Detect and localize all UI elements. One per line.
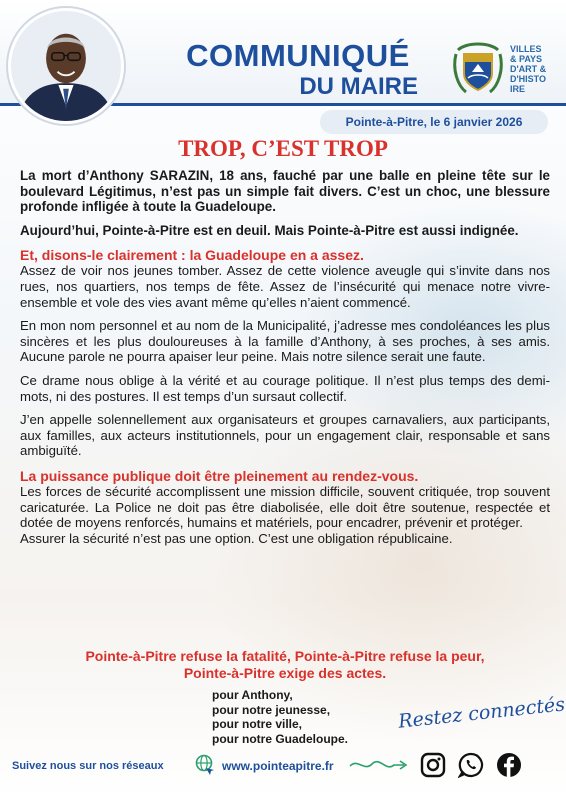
page-subtitle: DU MAIRE: [299, 73, 418, 100]
headline: TROP, C’EST TROP: [178, 136, 388, 161]
communique-body: [20, 168, 550, 546]
mayor-portrait: [8, 8, 124, 124]
body-paragraph: En mon nom personnel et au nom de la Municipalité, j’adresse mes condoléances les plus sincères et les plus douloureuses à la famille d’Anthony, à ses proches, à ses amis. Aucune parole ne pourra apaiser leur peine. Mais notre silence serait une faute.: [20, 318, 550, 365]
section-heading: La puissance publique doit être pleinement au rendez-vous.: [20, 467, 419, 484]
label-line: IRE: [510, 84, 526, 94]
closing-line: Pointe-à-Pitre refuse la fatalité, Pointe-à-Pitre refuse la peur,: [85, 648, 485, 664]
dedication-line: pour notre jeunesse,: [212, 702, 331, 717]
section-heading: Et, disons-le clairement : la Guadeloupe en a assez.: [20, 247, 364, 264]
decorative-arrow-icon: [348, 756, 408, 774]
label-line: VILLES: [510, 44, 542, 54]
globe-icon: [194, 754, 214, 776]
body-paragraph: Les forces de sécurité accomplissent une mission difficile, souvent critiquée, trop souvent caricaturée. La Police ne doit pas être diabolisée, elle doit être soutenue, respectée et dotée de moyens renforcés, humains et matériels, pour encadrer, prévenir et protéger.: [20, 483, 550, 531]
dedication-line: pour notre Guadeloupe.: [212, 731, 349, 746]
footer: [0, 748, 566, 788]
art-history-label: [510, 44, 566, 94]
instagram-icon[interactable]: [420, 752, 446, 778]
closing-statement: [20, 648, 550, 682]
date-line: Pointe-à-Pitre, le 6 janvier 2026: [320, 110, 548, 134]
label-line: & PAYS: [510, 54, 543, 64]
website-link[interactable]: www.pointeapitre.fr: [222, 759, 334, 773]
body-paragraph: Assurer la sécurité n’est pas une option. C’est une obligation républicaine.: [20, 530, 453, 546]
follow-label: Suivez nous sur nos réseaux: [12, 760, 164, 772]
dedication-line: pour notre ville,: [212, 717, 303, 731]
restez-connectes-script: Restez connectés: [397, 693, 566, 733]
dedication: [212, 688, 392, 746]
city-crest-logo: [452, 40, 504, 96]
lead-paragraph: Aujourd’hui, Pointe-à-Pitre est en deuil. Mais Pointe-à-Pitre est aussi indignée.: [20, 222, 519, 238]
page-title: COMMUNIQUÉ: [186, 38, 410, 73]
lead-paragraph: La mort d’Anthony SARAZIN, 18 ans, fauché par une balle en pleine tête sur le boulevard Légitimus, n’est pas un simple fait divers. C’est un choc, une blessure profonde infligée à toute la Guadeloupe.: [20, 168, 550, 215]
facebook-icon[interactable]: [496, 752, 522, 778]
body-paragraph: Assez de voir nos jeunes tomber. Assez de cette violence aveugle qui s’invite dans nos rues, nos quartiers, nos temps de fête. Assez de l’insécurité qui menace notre vivre-ensemble et vole des vies avant même qu’elles n’aient commencé.: [20, 263, 550, 310]
label-line: D'HISTO: [510, 74, 546, 84]
body-paragraph: Ce drame nous oblige à la vérité et au courage politique. Il n’est plus temps des demi-mots, ni des postures. Il est temps d’un sursaut collectif.: [20, 372, 550, 404]
label-line: D'ART &: [510, 64, 547, 74]
body-paragraph: J’en appelle solennellement aux organisateurs et groupes carnavaliers, aux participants, aux familles, aux acteurs institutionnels, pour un engagement clair, responsable et sans ambiguïté.: [20, 412, 550, 459]
whatsapp-icon[interactable]: [458, 752, 484, 778]
dedication-line: pour Anthony,: [212, 688, 293, 702]
closing-line: Pointe-à-Pitre exige des actes.: [183, 665, 387, 681]
